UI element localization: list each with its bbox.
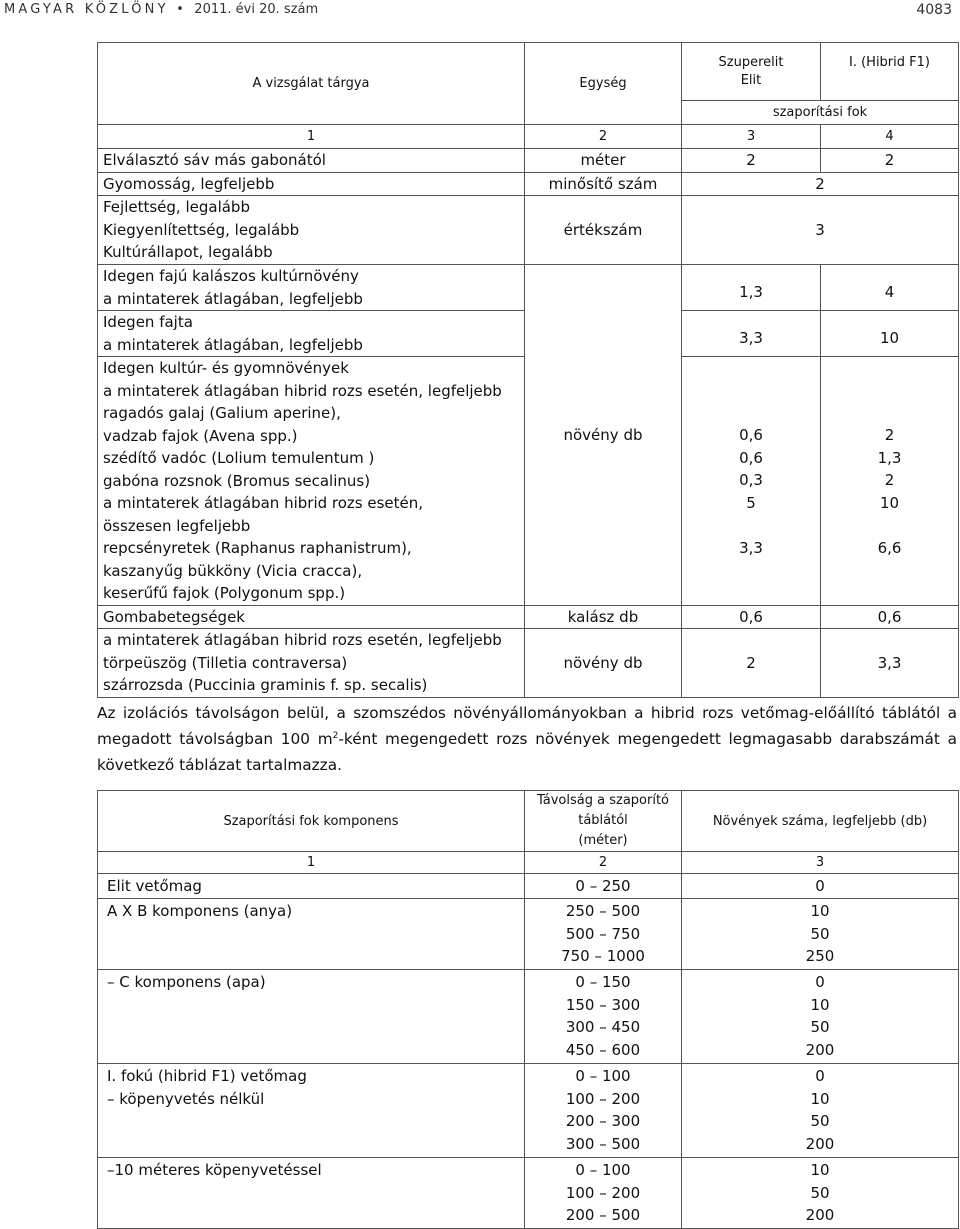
value-line: 1,3 (739, 283, 763, 302)
row-subject (98, 629, 525, 698)
component-cell (98, 874, 525, 899)
subject-line: szédítő vadóc (Lolium temulentum ) (103, 449, 375, 467)
value-line: 3,3 (739, 329, 763, 348)
subject-line: Elválasztó sáv más gabonától (103, 151, 326, 169)
component-label: I. fokú (hibrid F1) vetőmag (107, 1067, 307, 1085)
distance-value: 300 – 500 (565, 1134, 641, 1153)
subject-line: Gyomosság, legfeljebb (103, 174, 275, 193)
distance-cell (525, 899, 682, 970)
row-subject (98, 149, 525, 173)
subject-line: Idegen fajú kalászos kultúrnövény (103, 267, 359, 285)
subject-line: a mintaterek átlagában hibrid rozs esetén, legfeljebb (103, 631, 502, 649)
count-value: 10 (810, 1161, 830, 1179)
count-value: 0 (815, 973, 825, 991)
count-value: 200 (805, 1134, 835, 1153)
subject-line: gabóna rozsnok (Bromus secalinus) (103, 471, 371, 490)
page-header (0, 0, 960, 22)
colnum-3: 3 (682, 852, 959, 874)
subject-line: ragadós galaj (Galium aperine), (103, 404, 341, 422)
value-line: 10 (879, 329, 900, 348)
distance-value: 500 – 750 (565, 924, 641, 943)
subject-line: Idegen kultúr- és gyomnövények (103, 359, 349, 377)
row-subject (98, 265, 525, 311)
subject-line: Gombabetegségek (103, 607, 245, 626)
header-component: Szaporítási fok komponens (98, 791, 525, 852)
component-cell (98, 1064, 525, 1158)
value-line (826, 514, 953, 537)
distance-value: 150 – 300 (565, 995, 641, 1014)
value-line: 5 (746, 493, 756, 512)
row-value-4 (821, 265, 959, 311)
component-label: – C komponens (apa) (107, 973, 266, 991)
subject-line: Kultúrállapot, legalább (103, 243, 273, 262)
colnum-1: 1 (98, 125, 525, 149)
colnum-3: 3 (682, 125, 821, 149)
row-subject (98, 311, 525, 357)
paragraph-superscript: 2 (332, 731, 339, 741)
subject-line: a mintaterek átlagában, legfeljebb (103, 335, 363, 354)
header-distance-1: Távolság a szaporító táblától (536, 793, 669, 828)
count-cell (682, 874, 959, 899)
header-unit: Egység (525, 43, 682, 125)
distance-value: 0 – 150 (575, 973, 631, 991)
row-value-4 (821, 149, 959, 173)
row-value-4 (821, 357, 959, 606)
header-propagation-level: szaporítási fok (682, 101, 959, 125)
value-line: 3,3 (739, 538, 763, 557)
table-row (98, 874, 959, 899)
subject-line: a mintaterek átlagában, legfeljebb (103, 289, 363, 308)
row-value-3 (682, 265, 821, 311)
header-distance (525, 791, 682, 852)
subject-line: szárrozsda (Puccinia graminis f. sp. secalis) (103, 676, 428, 694)
distance-cell (525, 970, 682, 1064)
count-cell (682, 1064, 959, 1158)
value-line: 0,6 (739, 607, 763, 626)
row-subject (98, 605, 525, 629)
distance-value: 300 – 450 (565, 1018, 641, 1036)
subject-line: Kiegyenlítettség, legalább (103, 220, 300, 239)
running-head (4, 2, 318, 17)
value-line: 2 (884, 471, 895, 490)
component-label: A X B komponens (anya) (107, 902, 293, 920)
table-row (98, 196, 959, 265)
count-value: 50 (810, 1018, 830, 1036)
component-cell (98, 970, 525, 1064)
subject-line: összesen legfeljebb (103, 516, 251, 535)
value-line: 6,6 (877, 538, 902, 557)
count-value: 50 (810, 924, 830, 943)
value-line: 2 (746, 653, 756, 672)
row-value-4 (821, 311, 959, 357)
table-row (98, 265, 959, 311)
inspection-table (97, 42, 959, 698)
component-label: – köpenyvetés nélkül (107, 1089, 265, 1108)
header-super-elite-1: Szuperelit (718, 54, 784, 70)
value-line: 0,3 (739, 471, 763, 490)
table-row (98, 970, 959, 1064)
colnum-4: 4 (821, 125, 959, 149)
bullet-separator: • (176, 2, 187, 17)
subject-line: a mintaterek átlagában hibrid rozs esetén, (103, 494, 424, 512)
subject-line: törpeüszög (Tilletia contraversa) (103, 653, 348, 672)
row-value-4 (821, 605, 959, 629)
subject-line: repcsényretek (Raphanus raphanistrum), (103, 539, 412, 557)
row-value-4 (821, 629, 959, 698)
distance-cell (525, 1064, 682, 1158)
issue-date: 2011. évi 20. szám (194, 2, 319, 17)
value-line: 0,6 (739, 426, 763, 445)
row-merged-value: 2 (682, 172, 959, 196)
isolation-paragraph (97, 700, 957, 778)
count-value: 10 (810, 1089, 830, 1108)
subject-line: a mintaterek átlagában hibrid rozs esetén, legfeljebb (103, 381, 502, 400)
table-row (98, 1064, 959, 1158)
row-unit: növény db (525, 265, 682, 606)
distance-value: 200 – 300 (565, 1112, 641, 1130)
subject-line: Fejlettség, legalább (103, 198, 250, 217)
table-row (98, 629, 959, 698)
header-distance-2: (méter) (578, 833, 628, 848)
subject-line: keserűfű fajok (Polygonum spp.) (103, 584, 346, 602)
distance-value: 0 – 250 (575, 877, 631, 895)
row-value-3 (682, 149, 821, 173)
count-value: 0 (815, 1067, 825, 1085)
value-line: 3,3 (877, 653, 902, 672)
row-value-3 (682, 357, 821, 606)
value-line: 0,6 (739, 448, 763, 467)
distance-value: 450 – 600 (565, 1040, 641, 1059)
header-super-elite-2: Elit (740, 72, 762, 88)
row-subject (98, 357, 525, 606)
row-subject (98, 172, 525, 196)
paragraph-text-2: -ként megengedett rozs növények megengedett legmagasabb darabszámát a következő táblázat tartalmazza. (97, 730, 957, 774)
value-line: 1,3 (877, 448, 902, 467)
table-row (98, 605, 959, 629)
count-value: 250 (805, 947, 835, 965)
distance-cell (525, 1158, 682, 1229)
row-subject (98, 196, 525, 265)
paragraph-text-1: Az izolációs távolságon belül, a szomszédos növényállományokban a hibrid rozs vetőmag-előállító táblától a megadott távolságban 100 m (97, 704, 957, 748)
row-unit: értékszám (525, 196, 682, 265)
header-subject: A vizsgálat tárgya (98, 43, 525, 125)
value-line: 4 (884, 283, 895, 302)
distance-cell (525, 874, 682, 899)
table-row (98, 172, 959, 196)
colnum-1: 1 (98, 852, 525, 874)
row-value-3 (682, 605, 821, 629)
count-value: 200 (805, 1206, 835, 1224)
colnum-2: 2 (525, 852, 682, 874)
table-row (98, 1158, 959, 1229)
distance-value: 0 – 100 (575, 1067, 631, 1085)
header-hybrid: I. (Hibrid F1) (821, 43, 959, 101)
count-value: 10 (810, 902, 830, 920)
row-unit: kalász db (525, 605, 682, 629)
colnum-2: 2 (525, 125, 682, 149)
value-line (687, 514, 815, 537)
count-value: 200 (805, 1040, 835, 1059)
journal-name: MAGYAR KÖZLÖNY (4, 2, 169, 17)
distance-value: 250 – 500 (565, 902, 641, 920)
value-line: 0,6 (877, 607, 902, 626)
count-value: 10 (810, 995, 830, 1014)
distance-value: 750 – 1000 (561, 947, 645, 965)
subject-line: Idegen fajta (103, 313, 193, 331)
count-value: 50 (810, 1183, 830, 1202)
table-row (98, 899, 959, 970)
row-merged-value: 3 (682, 196, 959, 265)
distance-value: 100 – 200 (565, 1089, 641, 1108)
header-count: Növények száma, legfeljebb (db) (682, 791, 959, 852)
header-super-elite (682, 43, 821, 101)
distance-value: 0 – 100 (575, 1161, 631, 1179)
count-cell (682, 1158, 959, 1229)
value-line: 2 (746, 151, 756, 169)
component-label: –10 méteres köpenyvetéssel (107, 1161, 322, 1179)
value-line: 10 (879, 493, 900, 512)
component-cell (98, 899, 525, 970)
component-label: Elit vetőmag (107, 877, 202, 895)
row-unit: méter (525, 149, 682, 173)
count-cell (682, 970, 959, 1064)
page-number: 4083 (916, 2, 952, 18)
distance-value: 100 – 200 (565, 1183, 641, 1202)
table-row (98, 149, 959, 173)
count-value: 50 (810, 1112, 830, 1130)
subject-line: vadzab fajok (Avena spp.) (103, 426, 298, 445)
row-value-3 (682, 629, 821, 698)
value-line: 2 (884, 426, 895, 445)
row-value-3 (682, 311, 821, 357)
row-unit: minősítő szám (525, 172, 682, 196)
isolation-table (97, 790, 959, 1229)
count-value: 0 (815, 877, 825, 895)
value-line: 2 (884, 151, 895, 169)
subject-line: kaszanyűg bükköny (Vicia cracca), (103, 561, 363, 580)
row-unit: növény db (525, 629, 682, 698)
distance-value: 200 – 500 (565, 1206, 641, 1224)
count-cell (682, 899, 959, 970)
component-cell (98, 1158, 525, 1229)
